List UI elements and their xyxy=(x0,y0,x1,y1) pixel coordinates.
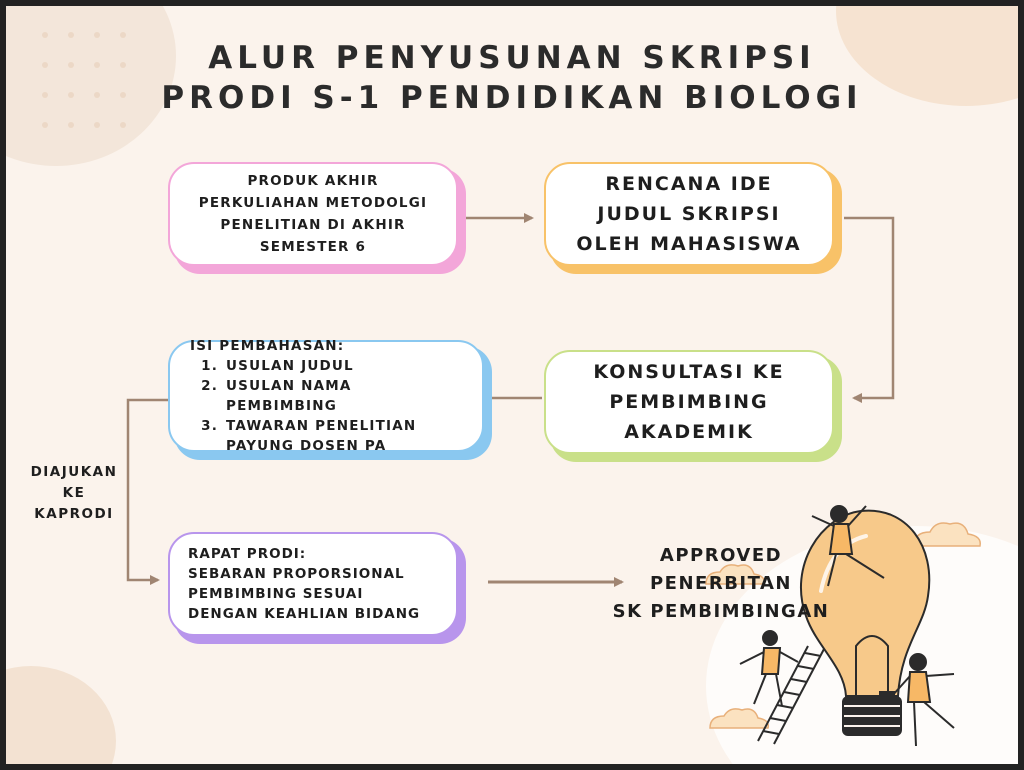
edge-label-diajukan: DIAJUKAN KE KAPRODI xyxy=(30,464,118,522)
rencana-ide-text: RENCANA IDE JUDUL SKRIPSI OLEH MAHASISWA xyxy=(576,173,802,255)
approved-text xyxy=(596,542,846,626)
person-left xyxy=(740,631,798,706)
produk-akhir-text: PRODUK AKHIR PERKULIAHAN METODOLGI PENELITIAN DI AKHIR SEMESTER 6 xyxy=(198,173,428,255)
title-line-2: PRODI S-1 PENDIDIKAN BIOLOGI xyxy=(161,80,863,116)
lightbulb-illustration-icon xyxy=(6,6,1018,764)
approved-line-1: APPROVED xyxy=(659,545,783,566)
rapat-prodi-heading: RAPAT PRODI: xyxy=(188,546,307,562)
list-item: 1. USULAN JUDUL xyxy=(224,356,462,376)
diagram-canvas xyxy=(6,6,1018,764)
list-item: 2. USULAN NAMA PEMBIMBING xyxy=(224,376,462,416)
title-line-1: ALUR PENYUSUNAN SKRIPSI xyxy=(208,40,816,76)
isi-pembahasan-heading: ISI PEMBAHASAN: xyxy=(190,338,345,354)
list-item: 3. TAWARAN PENELITIAN PAYUNG DOSEN PA xyxy=(224,416,462,456)
rapat-prodi-body: SEBARAN PROPORSIONAL PEMBIMBING SESUAI DENGAN KEAHLIAN BIDANG xyxy=(188,566,421,622)
approved-line-2: PENERBITAN xyxy=(649,573,792,594)
approved-line-3: SK PEMBIMBINGAN xyxy=(612,601,830,622)
konsultasi-text: KONSULTASI KE PEMBIMBING AKADEMIK xyxy=(593,361,785,443)
